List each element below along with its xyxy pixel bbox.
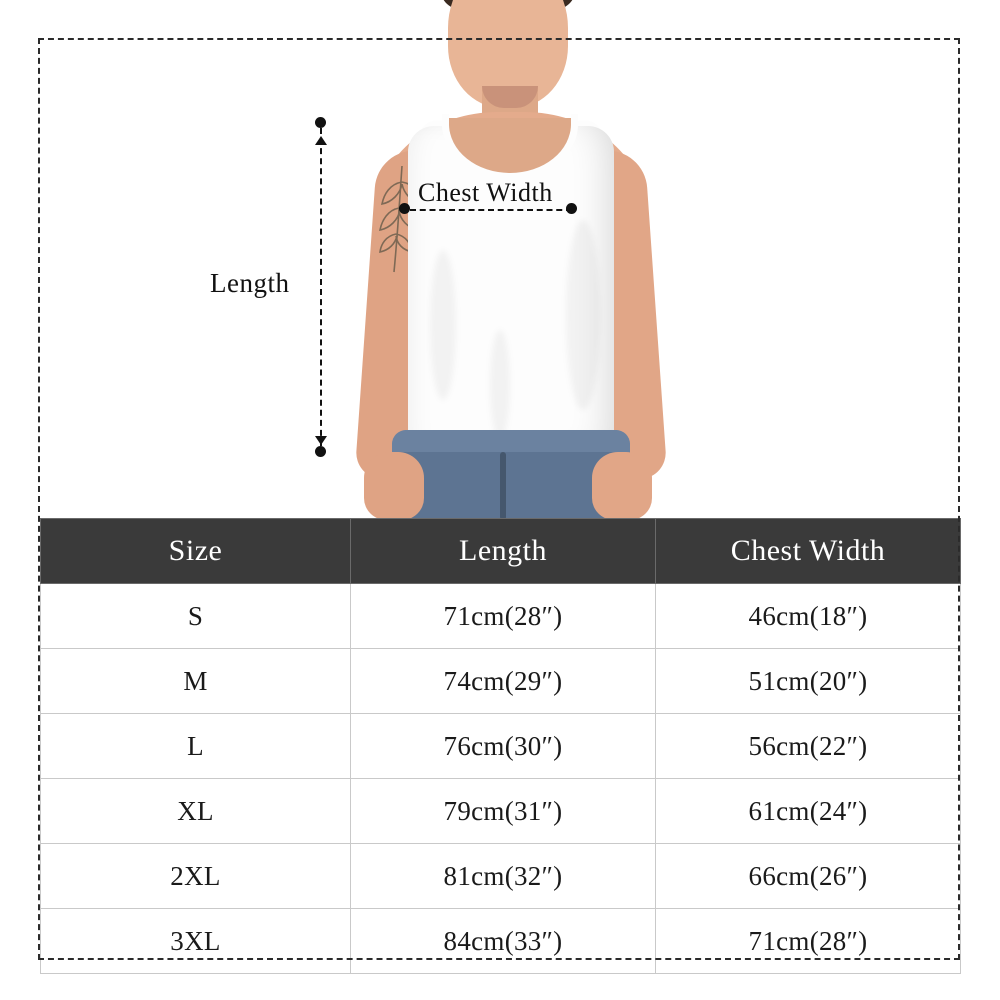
cell-chest: 71cm(28″) [656, 909, 961, 974]
column-header-size: Size [41, 519, 351, 584]
length-top-dot [315, 117, 326, 128]
cell-size: 3XL [41, 909, 351, 974]
cell-length: 81cm(32″) [351, 844, 656, 909]
table-row [41, 584, 961, 649]
cell-size: M [41, 649, 351, 714]
column-header-chest-width: Chest Width [656, 519, 961, 584]
cell-chest: 56cm(22″) [656, 714, 961, 779]
length-guide-line [320, 128, 322, 446]
length-arrow-down [315, 436, 327, 445]
column-header-length: Length [351, 519, 656, 584]
cell-chest: 46cm(18″) [656, 584, 961, 649]
cell-length: 71cm(28″) [351, 584, 656, 649]
cell-size: L [41, 714, 351, 779]
length-arrow-up [315, 136, 327, 145]
cell-length: 84cm(33″) [351, 909, 656, 974]
cell-size: XL [41, 779, 351, 844]
length-bottom-dot [315, 446, 326, 457]
cell-chest: 51cm(20″) [656, 649, 961, 714]
cell-length: 76cm(30″) [351, 714, 656, 779]
chest-left-dot [399, 203, 410, 214]
table-row [41, 844, 961, 909]
cell-size: S [41, 584, 351, 649]
table-row [41, 909, 961, 974]
chest-width-label: Chest Width [418, 178, 553, 207]
size-table [40, 518, 961, 974]
chest-right-dot [566, 203, 577, 214]
length-label: Length [210, 268, 290, 298]
table-header-row [41, 519, 961, 584]
table-row [41, 779, 961, 844]
cell-size: 2XL [41, 844, 351, 909]
cell-chest: 61cm(24″) [656, 779, 961, 844]
table-row [41, 649, 961, 714]
table-row [41, 714, 961, 779]
cell-length: 74cm(29″) [351, 649, 656, 714]
chest-guide-line [410, 209, 572, 211]
cell-length: 79cm(31″) [351, 779, 656, 844]
cell-chest: 66cm(26″) [656, 844, 961, 909]
